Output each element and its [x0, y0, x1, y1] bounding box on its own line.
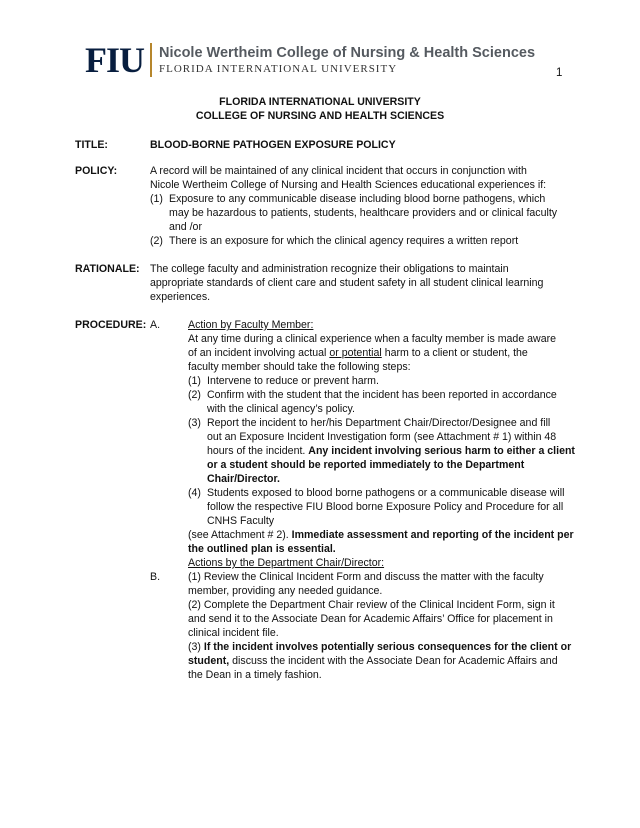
step-text: follow the respective FIU Blood borne Exposure Policy and Procedure for all: [207, 501, 564, 513]
heading-college: COLLEGE OF NURSING AND HEALTH SCIENCES: [195, 110, 445, 122]
section-a-closing: (see Attachment # 2). Immediate assessment and reporting of the incident per: [188, 529, 574, 541]
section-a-text: At any time during a clinical experience when a faculty member is made aware: [188, 333, 557, 345]
underlined-phrase: or potential: [329, 347, 382, 359]
list-marker: (2): [150, 235, 163, 247]
section-a-heading: Action by Faculty Member:: [188, 319, 314, 331]
rationale-label: RATIONALE:: [75, 263, 140, 275]
policy-item-text: and /or: [169, 221, 202, 233]
section-a-closing: the outlined plan is essential.: [188, 543, 336, 555]
policy-item-text: may be hazardous to patients, students, healthcare providers and or clinical faculty: [169, 207, 558, 219]
policy-text: A record will be maintained of any clinical incident that occurs in conjunction with: [150, 165, 527, 177]
step-text: with the clinical agency’s policy.: [207, 403, 355, 415]
section-b-text: clinical incident file.: [188, 627, 279, 639]
step-text: Confirm with the student that the incident has been reported in accordance: [207, 389, 557, 401]
step-text: Chair/Director.: [207, 473, 281, 485]
section-b-text: and send it to the Associate Dean for Academic Affairs’ Office for placement in: [188, 613, 553, 625]
logo-divider: [150, 43, 152, 77]
section-b-text: member, providing any needed guidance.: [188, 585, 383, 597]
section-a-text: faculty member should take the following steps:: [188, 361, 411, 373]
list-marker: (1): [150, 193, 163, 205]
section-b-text: (1) Review the Clinical Incident Form and discuss the matter with the faculty: [188, 571, 544, 583]
title-label: TITLE:: [75, 139, 108, 151]
section-b-heading: Actions by the Department Chair/Director:: [188, 557, 385, 569]
section-b-text: (2) Complete the Department Chair review of the Clinical Incident Form, sign it: [188, 599, 555, 611]
section-b-letter: B.: [150, 571, 161, 583]
heading-university: FLORIDA INTERNATIONAL UNIVERSITY: [219, 96, 421, 108]
list-marker: (4): [188, 487, 201, 499]
section-b-text: the Dean in a timely fashion.: [188, 669, 322, 681]
step-text: or a student should be reported immediately to the Department: [207, 459, 525, 471]
section-a-text: of an incident involving actual or potential harm to a client or student, the: [188, 347, 528, 359]
section-b-text: (3) If the incident involves potentially serious consequences for the client or: [188, 641, 572, 653]
university-name: FLORIDA INTERNATIONAL UNIVERSITY: [159, 62, 398, 75]
policy-title: BLOOD-BORNE PATHOGEN EXPOSURE POLICY: [150, 139, 396, 151]
step-text: hours of the incident. Any incident involving serious harm to either a client: [207, 445, 575, 457]
section-a-letter: A.: [150, 319, 161, 331]
page-number: 1: [556, 67, 563, 79]
step-text: Report the incident to her/his Department Chair/Director/Designee and fill: [207, 417, 551, 429]
policy-item-text: Exposure to any communicable disease including blood borne pathogens, which: [169, 193, 546, 205]
step-text: out an Exposure Incident Investigation form (see Attachment # 1) within 48: [207, 431, 557, 443]
list-marker: (2): [188, 389, 201, 401]
step-text: Students exposed to blood borne pathogens or a communicable disease will: [207, 487, 565, 499]
section-b-text: student, discuss the incident with the Associate Dean for Academic Affairs and: [188, 655, 558, 667]
fiu-logo: [85, 42, 535, 78]
list-marker: (1): [188, 375, 201, 387]
rationale-text: appropriate standards of client care and student safety in all student clinical learning: [150, 277, 544, 289]
rationale-text: experiences.: [150, 291, 211, 303]
list-marker: (3): [188, 417, 201, 429]
policy-text: Nicole Wertheim College of Nursing and Health Sciences educational experiences if:: [150, 179, 547, 191]
step-text: Intervene to reduce or prevent harm.: [207, 375, 379, 387]
rationale-text: The college faculty and administration recognize their obligations to maintain: [150, 263, 509, 275]
policy-item-text: There is an exposure for which the clinical agency requires a written report: [169, 235, 519, 247]
step-text: CNHS Faculty: [207, 515, 275, 527]
policy-label: POLICY:: [75, 165, 118, 177]
procedure-label: PROCEDURE:: [75, 319, 147, 331]
college-name: Nicole Wertheim College of Nursing & Health Sciences: [159, 44, 536, 61]
fiu-logo-mark: FIU: [85, 40, 144, 80]
